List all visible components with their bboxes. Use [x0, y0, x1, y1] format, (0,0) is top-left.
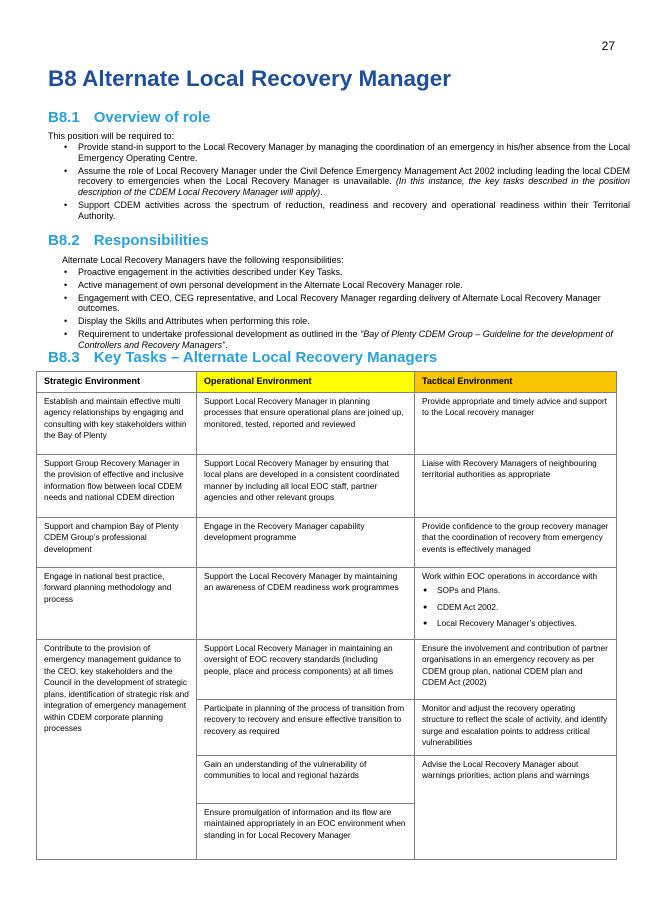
operational-cell: Support the Local Recovery Manager by maintaining an awareness of CDEM readiness work programmes: [197, 567, 415, 639]
table-row: [37, 517, 617, 567]
section-title: Responsibilities: [93, 232, 209, 249]
column-header-tactical: Tactical Environment: [415, 372, 617, 393]
table-header-row: [37, 372, 617, 393]
tactical-cell-text: Work within EOC operations in accordance with: [422, 570, 598, 581]
table-row: [37, 639, 617, 699]
overview-bullet-list: [64, 142, 630, 224]
table-row: [37, 454, 617, 517]
column-header-strategic: Strategic Environment: [37, 372, 197, 393]
section-title: Overview of role: [93, 109, 211, 126]
list-item: ● SOPs and Plans.: [422, 585, 609, 597]
operational-cell: Ensure promulgation of information and its flow are maintained appropriately in an EOC environment when standing in for Local Recovery Manager: [197, 803, 415, 859]
tactical-cell: Liaise with Recovery Managers of neighbouring territorial authorities as appropriate: [415, 454, 617, 517]
tactical-cell-list: [422, 585, 609, 630]
table-row: [37, 392, 617, 454]
list-item: • Engagement with CEO, CEG representative, and Local Recovery Manager regarding delivery of Alternate Local Recovery Manager outcomes.: [64, 293, 630, 315]
operational-cell: Engage in the Recovery Manager capability development programme: [197, 517, 415, 567]
list-item: • Requirement to undertake professional development as outlined in the “Bay of Plenty CDEM Group – Guideline for the development of Controllers and Recovery Managers”.: [64, 329, 630, 351]
list-item: • Proactive engagement in the activities described under Key Tasks.: [64, 267, 630, 278]
list-item: ● Local Recovery Manager’s objectives.: [422, 618, 609, 630]
section-number: B8.2: [48, 232, 80, 249]
operational-cell: Support Local Recovery Manager in planning processes that ensure operational plans are joined up, monitored, tested, reported and reviewed: [197, 392, 415, 454]
column-header-operational: Operational Environment: [197, 372, 415, 393]
list-item: • Support CDEM activities across the spectrum of reduction, readiness and recovery and operational readiness within their Territorial Authority.: [64, 200, 630, 222]
page-title: B8 Alternate Local Recovery Manager: [48, 66, 452, 91]
section-title: Key Tasks – Alternate Local Recovery Managers: [93, 349, 438, 366]
strategic-cell: Engage in national best practice, forward planning methodology and process: [37, 567, 197, 639]
list-item: • Active management of own personal development in the Alternate Local Recovery Manager role.: [64, 280, 630, 291]
section-number: B8.1: [48, 109, 80, 126]
operational-cell: Participate in planning of the process of transition from recovery to recovery and ensure effective transition to recovery as required: [197, 699, 415, 755]
operational-cell: Support Local Recovery Manager in maintaining an oversight of EOC recovery standards (including people, place and process components) at all times: [197, 639, 415, 699]
strategic-cell: Support Group Recovery Manager in the provision of effective and inclusive information flow between local CDEM needs and national CDEM direction: [37, 454, 197, 517]
list-item: • Provide stand-in support to the Local Recovery Manager by managing the coordination of an emergency in his/her absence from the Local Emergency Operating Centre.: [64, 142, 630, 164]
tactical-cell: [415, 567, 617, 639]
tactical-cell: Provide confidence to the group recovery manager that the coordination of recovery from emergency events is effectively managed: [415, 517, 617, 567]
key-tasks-table: [36, 371, 617, 860]
operational-cell: Gain an understanding of the vulnerability of communities to local and regional hazards: [197, 755, 415, 803]
strategic-cell: Establish and maintain effective multi agency relationships by engaging and consulting with key stakeholders within the Bay of Plenty: [37, 392, 197, 454]
tactical-cell: Monitor and adjust the recovery operating structure to reflect the scale of activity, and identify surge and escalation points to address critical vulnerabilities: [415, 699, 617, 755]
section-heading-key-tasks: [48, 349, 437, 366]
section-heading-responsibilities: [48, 232, 209, 249]
section-number: B8.3: [48, 349, 80, 366]
list-item: • Display the Skills and Attributes when performing this role.: [64, 316, 630, 327]
page-number: 27: [601, 39, 615, 53]
list-item: ● CDEM Act 2002.: [422, 602, 609, 614]
list-item: • Assume the role of Local Recovery Manager under the Civil Defence Emergency Management Act 2002 including leading the local CDEM recovery to emergencies when the Local Recovery Manager is unavailable. (In this instance, the key tasks described in the position description of the CDEM Local Recovery Manager will apply).: [64, 166, 630, 198]
section-heading-overview: [48, 109, 210, 126]
tactical-cell: Provide appropriate and timely advice and support to the Local recovery manager: [415, 392, 617, 454]
strategic-cell: Support and champion Bay of Plenty CDEM Group’s professional development: [37, 517, 197, 567]
table-row: [37, 567, 617, 639]
tactical-cell: Ensure the involvement and contribution of partner organisations in an emergency recovery as per CDEM group plan, national CDEM plan and CDEM Act (2002): [415, 639, 617, 699]
strategic-cell: Contribute to the provision of emergency management guidance to the CEO, key stakeholders and the Council in the development of strategic plans, identification of strategic risk and integration of emergency management within CDEM corporate planning processes: [37, 639, 197, 859]
operational-cell: Support Local Recovery Manager by ensuring that local plans are developed in a consistent coordinated manner by including all local EOC staff, partner agencies and other relevant groups: [197, 454, 415, 517]
responsibilities-intro: Alternate Local Recovery Managers have the following responsibilities:: [62, 255, 344, 265]
overview-intro: This position will be required to:: [48, 131, 175, 141]
responsibilities-bullet-list: [64, 267, 630, 353]
tactical-cell: Advise the Local Recovery Manager about warnings priorities, action plans and warnings: [415, 755, 617, 859]
